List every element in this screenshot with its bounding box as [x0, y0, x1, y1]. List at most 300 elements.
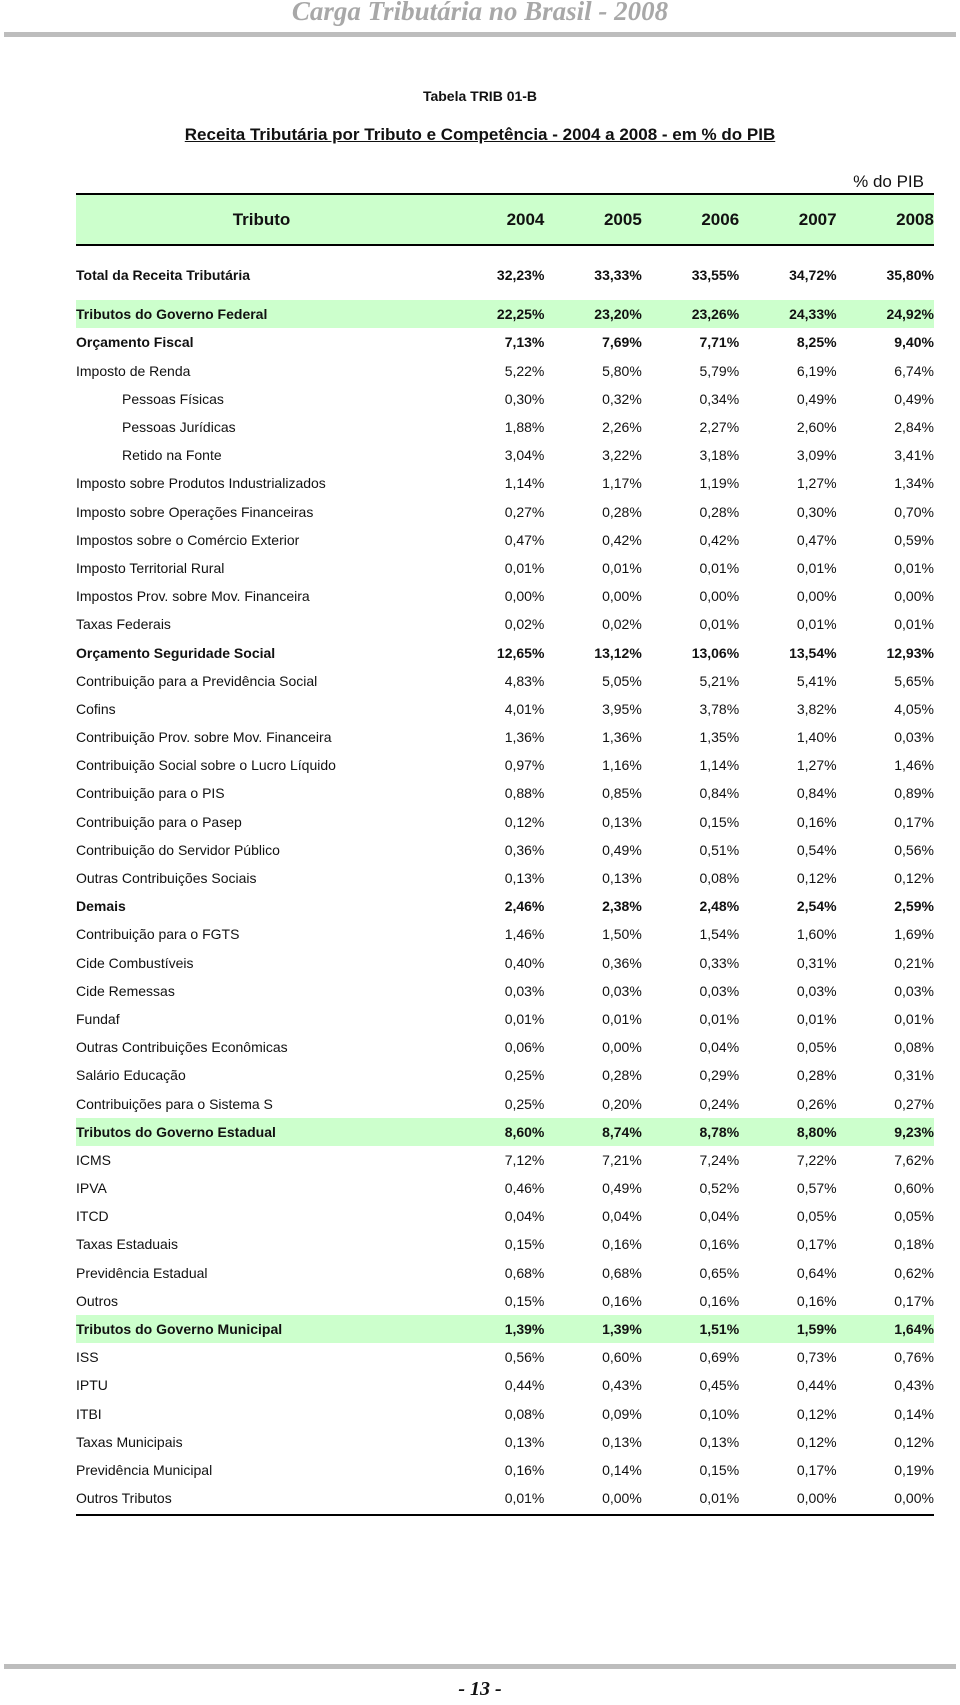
row-value-2004: 4,01% — [504, 700, 545, 717]
unit-label: % do PIB — [853, 172, 924, 191]
row-value-2005: 7,21% — [602, 1151, 642, 1168]
row-value-2008: 9,23% — [894, 1123, 934, 1140]
table-row — [76, 554, 934, 582]
row-value-2007: 3,82% — [796, 700, 837, 717]
row-value-2008: 0,70% — [894, 503, 934, 520]
page-number: - 13 - — [458, 1678, 502, 1700]
row-label: Imposto de Renda — [76, 362, 191, 379]
row-value-2005: 0,13% — [602, 870, 642, 887]
row-label: ITBI — [76, 1405, 102, 1422]
row-value-2007: 1,60% — [796, 926, 837, 943]
row-value-2005: 0,32% — [602, 390, 642, 407]
row-value-2004: 0,36% — [504, 841, 545, 858]
row-value-2007: 2,54% — [796, 898, 837, 915]
row-value-2007: 1,27% — [796, 757, 837, 774]
column-header-2007: 2007 — [798, 209, 837, 229]
table-row — [76, 667, 934, 695]
row-value-2008: 6,74% — [894, 362, 934, 379]
row-label: IPTU — [76, 1377, 108, 1394]
row-value-2004: 0,15% — [504, 1292, 545, 1309]
row-value-2006: 0,33% — [699, 954, 740, 971]
row-value-2007: 0,00% — [796, 588, 837, 605]
table-header-row — [76, 193, 934, 246]
row-value-2004: 0,13% — [504, 1433, 545, 1450]
row-value-2007: 0,73% — [796, 1349, 837, 1366]
row-value-2005: 0,00% — [602, 1490, 642, 1507]
row-value-2004: 1,36% — [504, 729, 545, 746]
row-value-2008: 3,41% — [894, 447, 934, 464]
row-value-2004: 0,00% — [504, 588, 545, 605]
row-value-2004: 0,97% — [504, 757, 545, 774]
row-value-2005: 0,01% — [602, 559, 642, 576]
row-value-2006: 3,18% — [699, 447, 740, 464]
row-value-2006: 0,24% — [699, 1095, 740, 1112]
row-value-2008: 4,05% — [894, 700, 934, 717]
running-header: Carga Tributária no Brasil - 2008 — [291, 0, 669, 26]
table-id: Tabela TRIB 01-B — [422, 88, 538, 104]
table-row — [76, 582, 934, 610]
row-value-2005: 2,26% — [602, 419, 642, 436]
row-value-2007: 24,33% — [789, 306, 837, 323]
row-label: Contribuição Prov. sobre Mov. Financeira — [76, 729, 332, 746]
row-value-2006: 0,10% — [699, 1405, 740, 1422]
table-row — [76, 1315, 934, 1343]
row-value-2007: 1,27% — [796, 475, 837, 492]
row-label: ICMS — [76, 1151, 111, 1168]
row-value-2007: 0,12% — [796, 870, 837, 887]
row-value-2008: 0,59% — [894, 531, 934, 548]
row-label: Tributos do Governo Municipal — [76, 1321, 283, 1338]
row-value-2007: 0,26% — [796, 1095, 837, 1112]
row-value-2008: 35,80% — [886, 267, 934, 284]
row-value-2005: 0,36% — [602, 954, 642, 971]
row-label: Contribuição do Servidor Público — [76, 841, 280, 858]
row-value-2008: 0,19% — [894, 1461, 934, 1478]
row-value-2006: 0,65% — [699, 1264, 740, 1281]
row-value-2005: 1,39% — [602, 1321, 642, 1338]
row-value-2008: 0,17% — [894, 1292, 934, 1309]
row-value-2006: 23,26% — [691, 306, 740, 323]
row-value-2008: 0,01% — [894, 1010, 934, 1027]
row-label: Contribuição para o PIS — [76, 785, 225, 802]
row-value-2006: 2,27% — [699, 419, 740, 436]
row-label: Previdência Estadual — [76, 1264, 208, 1281]
row-value-2006: 0,51% — [699, 841, 740, 858]
row-value-2005: 5,05% — [602, 672, 642, 689]
row-value-2007: 0,03% — [796, 982, 837, 999]
row-value-2008: 2,59% — [894, 898, 934, 915]
row-value-2007: 0,05% — [796, 1208, 837, 1225]
table-row — [76, 892, 934, 920]
row-value-2007: 0,57% — [796, 1180, 837, 1197]
table-row — [76, 610, 934, 638]
row-value-2004: 0,01% — [504, 1010, 545, 1027]
row-value-2008: 0,76% — [894, 1349, 934, 1366]
row-value-2004: 0,13% — [504, 870, 545, 887]
table-row — [76, 751, 934, 779]
row-value-2004: 1,14% — [504, 475, 545, 492]
row-value-2007: 0,54% — [796, 841, 837, 858]
row-value-2005: 0,49% — [602, 841, 642, 858]
table-row — [76, 357, 934, 385]
table-row — [76, 949, 934, 977]
row-value-2008: 1,46% — [894, 757, 934, 774]
row-value-2007: 0,31% — [796, 954, 837, 971]
column-header-2008: 2008 — [896, 209, 934, 229]
table-row — [76, 1118, 934, 1146]
row-value-2008: 1,69% — [894, 926, 934, 943]
row-value-2005: 0,20% — [602, 1095, 642, 1112]
row-value-2004: 0,46% — [504, 1180, 545, 1197]
row-value-2006: 2,48% — [699, 898, 740, 915]
table-row — [76, 808, 934, 836]
row-value-2008: 0,21% — [894, 954, 934, 971]
row-value-2007: 7,22% — [796, 1151, 837, 1168]
row-label: Cofins — [76, 700, 116, 717]
row-value-2008: 0,05% — [894, 1208, 934, 1225]
row-value-2006: 5,21% — [699, 672, 740, 689]
row-label: Taxas Estaduais — [76, 1236, 178, 1253]
row-value-2005: 0,03% — [602, 982, 642, 999]
row-value-2007: 1,40% — [796, 729, 837, 746]
row-value-2005: 5,80% — [602, 362, 642, 379]
row-value-2007: 0,01% — [796, 1010, 837, 1027]
row-value-2004: 0,15% — [504, 1236, 545, 1253]
row-value-2008: 1,34% — [894, 475, 934, 492]
row-value-2008: 0,56% — [894, 841, 934, 858]
row-value-2008: 0,27% — [894, 1095, 934, 1112]
row-value-2007: 0,47% — [796, 531, 837, 548]
row-value-2004: 0,30% — [504, 390, 545, 407]
table-row — [76, 526, 934, 554]
row-value-2006: 0,84% — [699, 785, 740, 802]
row-value-2005: 0,13% — [602, 1433, 642, 1450]
row-value-2006: 1,14% — [699, 757, 740, 774]
row-value-2008: 2,84% — [894, 419, 934, 436]
row-label: Orçamento Fiscal — [76, 334, 194, 351]
row-value-2007: 0,12% — [796, 1405, 837, 1422]
row-value-2008: 0,17% — [894, 813, 934, 830]
row-value-2008: 0,60% — [894, 1180, 934, 1197]
row-value-2005: 0,28% — [602, 1067, 642, 1084]
row-value-2004: 0,27% — [504, 503, 545, 520]
row-value-2004: 0,25% — [504, 1067, 545, 1084]
row-value-2007: 0,30% — [796, 503, 837, 520]
row-value-2007: 2,60% — [796, 419, 837, 436]
row-value-2006: 3,78% — [699, 700, 740, 717]
row-label: Impostos Prov. sobre Mov. Financeira — [76, 588, 310, 605]
row-value-2007: 0,01% — [796, 559, 837, 576]
row-value-2008: 0,01% — [894, 616, 934, 633]
table-row — [76, 1428, 934, 1456]
row-value-2007: 1,59% — [796, 1321, 837, 1338]
row-value-2004: 0,40% — [504, 954, 545, 971]
table-row — [76, 1033, 934, 1061]
row-value-2006: 0,34% — [699, 390, 740, 407]
row-value-2004: 5,22% — [504, 362, 545, 379]
row-value-2004: 3,04% — [504, 447, 545, 464]
table-row — [76, 300, 934, 328]
row-value-2008: 0,62% — [894, 1264, 934, 1281]
row-value-2006: 5,79% — [699, 362, 740, 379]
table-row — [76, 1343, 934, 1371]
row-value-2008: 0,43% — [894, 1377, 934, 1394]
column-header-2005: 2005 — [603, 209, 642, 229]
row-value-2007: 0,00% — [796, 1490, 837, 1507]
row-value-2007: 3,09% — [796, 447, 837, 464]
row-value-2008: 7,62% — [894, 1151, 934, 1168]
row-value-2005: 7,69% — [602, 334, 642, 351]
row-label: Imposto Territorial Rural — [76, 559, 225, 576]
row-value-2004: 0,88% — [504, 785, 545, 802]
row-value-2004: 0,01% — [504, 559, 545, 576]
row-value-2006: 0,04% — [699, 1039, 740, 1056]
row-value-2006: 0,03% — [699, 982, 740, 999]
row-label: ITCD — [76, 1208, 109, 1225]
row-value-2005: 0,49% — [602, 1180, 642, 1197]
row-label: Contribuições para o Sistema S — [76, 1095, 273, 1112]
column-header-2006: 2006 — [701, 209, 740, 229]
row-value-2004: 0,06% — [504, 1039, 545, 1056]
row-value-2008: 1,64% — [894, 1321, 934, 1338]
row-value-2008: 24,92% — [886, 306, 934, 323]
row-value-2005: 3,95% — [602, 700, 642, 717]
row-value-2007: 0,16% — [796, 813, 837, 830]
row-value-2005: 0,14% — [602, 1461, 642, 1478]
row-value-2005: 0,16% — [602, 1292, 642, 1309]
row-label: Cide Remessas — [76, 982, 175, 999]
table-row — [76, 1456, 934, 1484]
row-value-2008: 0,08% — [894, 1039, 934, 1056]
row-value-2007: 0,28% — [796, 1067, 837, 1084]
row-label: Contribuição para a Previdência Social — [76, 672, 318, 689]
row-value-2006: 0,13% — [699, 1433, 740, 1450]
row-value-2006: 13,06% — [691, 644, 740, 661]
row-label: Previdência Municipal — [76, 1461, 213, 1478]
row-value-2005: 0,42% — [602, 531, 642, 548]
row-value-2007: 0,44% — [796, 1377, 837, 1394]
table-row — [76, 328, 934, 356]
table-row — [76, 1005, 934, 1033]
row-value-2006: 0,08% — [699, 870, 740, 887]
table-row — [76, 695, 934, 723]
row-value-2004: 0,02% — [504, 616, 545, 633]
row-value-2006: 0,29% — [699, 1067, 740, 1084]
row-value-2008: 0,89% — [894, 785, 934, 802]
row-value-2005: 0,01% — [602, 1010, 642, 1027]
row-label: Taxas Municipais — [76, 1433, 183, 1450]
row-value-2005: 13,12% — [594, 644, 642, 661]
row-value-2006: 0,01% — [699, 616, 740, 633]
row-label: Imposto sobre Produtos Industrializados — [76, 475, 326, 492]
row-value-2008: 12,93% — [886, 644, 934, 661]
row-label: Taxas Federais — [76, 616, 171, 633]
row-value-2008: 0,00% — [894, 588, 934, 605]
row-value-2005: 0,43% — [602, 1377, 642, 1394]
row-value-2007: 8,80% — [796, 1123, 837, 1140]
row-value-2004: 0,68% — [504, 1264, 545, 1281]
table-row — [76, 1174, 934, 1202]
row-value-2008: 0,00% — [894, 1490, 934, 1507]
table-body — [76, 261, 934, 1512]
row-value-2005: 0,28% — [602, 503, 642, 520]
row-label: Orçamento Seguridade Social — [76, 644, 276, 661]
row-value-2005: 0,85% — [602, 785, 642, 802]
row-label: Outros — [76, 1292, 119, 1309]
table-row — [76, 864, 934, 892]
row-label: ISS — [76, 1349, 99, 1366]
table-row — [76, 469, 934, 497]
row-value-2007: 0,49% — [796, 390, 837, 407]
row-value-2007: 0,17% — [796, 1461, 837, 1478]
table-row — [76, 1089, 934, 1117]
row-value-2004: 0,12% — [504, 813, 545, 830]
row-value-2007: 34,72% — [789, 267, 837, 284]
row-value-2006: 0,04% — [699, 1208, 740, 1225]
row-value-2006: 0,01% — [699, 1490, 740, 1507]
row-value-2006: 1,35% — [699, 729, 740, 746]
table-row — [76, 1061, 934, 1089]
row-value-2004: 7,13% — [504, 334, 545, 351]
row-value-2006: 33,55% — [691, 267, 740, 284]
table-row — [76, 1400, 934, 1428]
row-value-2004: 0,03% — [504, 982, 545, 999]
row-label: Outros Tributos — [76, 1490, 172, 1507]
row-value-2006: 0,69% — [699, 1349, 740, 1366]
row-value-2005: 33,33% — [594, 267, 642, 284]
column-header-2004: 2004 — [506, 209, 545, 229]
row-value-2006: 1,19% — [699, 475, 740, 492]
row-label: Outras Contribuições Econômicas — [76, 1039, 288, 1056]
row-value-2004: 12,65% — [496, 644, 545, 661]
row-label: Demais — [76, 898, 126, 915]
row-value-2005: 1,16% — [602, 757, 642, 774]
row-value-2008: 5,65% — [894, 672, 934, 689]
row-value-2005: 0,09% — [602, 1405, 642, 1422]
row-value-2005: 0,00% — [602, 1039, 642, 1056]
row-label: Impostos sobre o Comércio Exterior — [76, 531, 300, 548]
row-value-2005: 0,02% — [602, 616, 642, 633]
row-value-2004: 0,25% — [504, 1095, 545, 1112]
row-value-2004: 4,83% — [504, 672, 545, 689]
row-value-2008: 0,14% — [894, 1405, 934, 1422]
row-value-2004: 0,47% — [504, 531, 545, 548]
row-value-2004: 2,46% — [504, 898, 545, 915]
row-value-2006: 0,16% — [699, 1236, 740, 1253]
table-row — [76, 638, 934, 666]
table-row — [76, 413, 934, 441]
row-value-2007: 5,41% — [796, 672, 837, 689]
row-value-2004: 8,60% — [504, 1123, 545, 1140]
row-label: Contribuição para o Pasep — [76, 813, 242, 830]
row-value-2006: 0,28% — [699, 503, 740, 520]
row-value-2007: 0,01% — [796, 616, 837, 633]
row-value-2005: 1,36% — [602, 729, 642, 746]
table-row — [76, 1259, 934, 1287]
row-value-2005: 3,22% — [602, 447, 642, 464]
row-value-2006: 0,52% — [699, 1180, 740, 1197]
row-value-2006: 0,15% — [699, 813, 740, 830]
tax-table — [76, 193, 934, 1516]
table-title: Receita Tributária por Tributo e Competência - 2004 a 2008 - em % do PIB — [184, 125, 776, 144]
row-value-2008: 0,49% — [894, 390, 934, 407]
row-value-2006: 1,54% — [699, 926, 740, 943]
row-value-2007: 0,16% — [796, 1292, 837, 1309]
row-value-2004: 0,44% — [504, 1377, 545, 1394]
row-value-2007: 0,05% — [796, 1039, 837, 1056]
row-value-2006: 0,01% — [699, 1010, 740, 1027]
row-value-2004: 0,08% — [504, 1405, 545, 1422]
row-value-2004: 22,25% — [496, 306, 545, 323]
row-label: IPVA — [76, 1180, 107, 1197]
row-value-2008: 0,03% — [894, 982, 934, 999]
row-value-2007: 6,19% — [796, 362, 837, 379]
header-rule — [4, 32, 956, 37]
table-row — [76, 498, 934, 526]
table-row — [76, 920, 934, 948]
row-value-2005: 23,20% — [594, 306, 642, 323]
row-value-2008: 0,01% — [894, 559, 934, 576]
column-header-tributo: Tributo — [232, 209, 291, 229]
row-value-2006: 8,78% — [699, 1123, 740, 1140]
row-value-2004: 1,88% — [504, 419, 545, 436]
table-row — [76, 723, 934, 751]
footer-rule — [4, 1664, 956, 1669]
table-row — [76, 977, 934, 1005]
row-value-2005: 0,60% — [602, 1349, 642, 1366]
row-label: Tributos do Governo Federal — [76, 306, 268, 323]
table-row — [76, 1287, 934, 1315]
row-label: Tributos do Governo Estadual — [76, 1123, 276, 1140]
row-value-2006: 0,45% — [699, 1377, 740, 1394]
row-value-2005: 0,00% — [602, 588, 642, 605]
table-row — [76, 261, 934, 289]
row-value-2008: 0,12% — [894, 870, 934, 887]
row-label: Salário Educação — [76, 1067, 186, 1084]
row-value-2006: 7,71% — [699, 334, 740, 351]
table-row — [76, 1371, 934, 1399]
row-value-2004: 1,39% — [504, 1321, 545, 1338]
row-value-2006: 0,42% — [699, 531, 740, 548]
row-label: Contribuição para o FGTS — [76, 926, 240, 943]
row-value-2008: 0,03% — [894, 729, 934, 746]
row-value-2007: 13,54% — [789, 644, 837, 661]
row-label: Pessoas Jurídicas — [122, 419, 236, 436]
table-row — [76, 1230, 934, 1258]
row-value-2005: 0,16% — [602, 1236, 642, 1253]
row-value-2006: 0,15% — [699, 1461, 740, 1478]
row-label: Contribuição Social sobre o Lucro Líquido — [76, 757, 336, 774]
row-value-2004: 1,46% — [504, 926, 545, 943]
row-value-2004: 0,16% — [504, 1461, 545, 1478]
table-row — [76, 441, 934, 469]
row-value-2006: 0,16% — [699, 1292, 740, 1309]
row-value-2007: 0,84% — [796, 785, 837, 802]
row-value-2004: 0,01% — [504, 1490, 545, 1507]
row-value-2005: 0,13% — [602, 813, 642, 830]
table-row — [76, 836, 934, 864]
row-value-2007: 0,64% — [796, 1264, 837, 1281]
table-row — [76, 1484, 934, 1512]
row-value-2006: 7,24% — [699, 1151, 740, 1168]
row-value-2006: 1,51% — [699, 1321, 740, 1338]
table-row — [76, 1146, 934, 1174]
row-label: Fundaf — [76, 1010, 120, 1027]
row-label: Cide Combustíveis — [76, 954, 194, 971]
table-row — [76, 385, 934, 413]
row-value-2005: 1,50% — [602, 926, 642, 943]
row-value-2004: 0,04% — [504, 1208, 545, 1225]
